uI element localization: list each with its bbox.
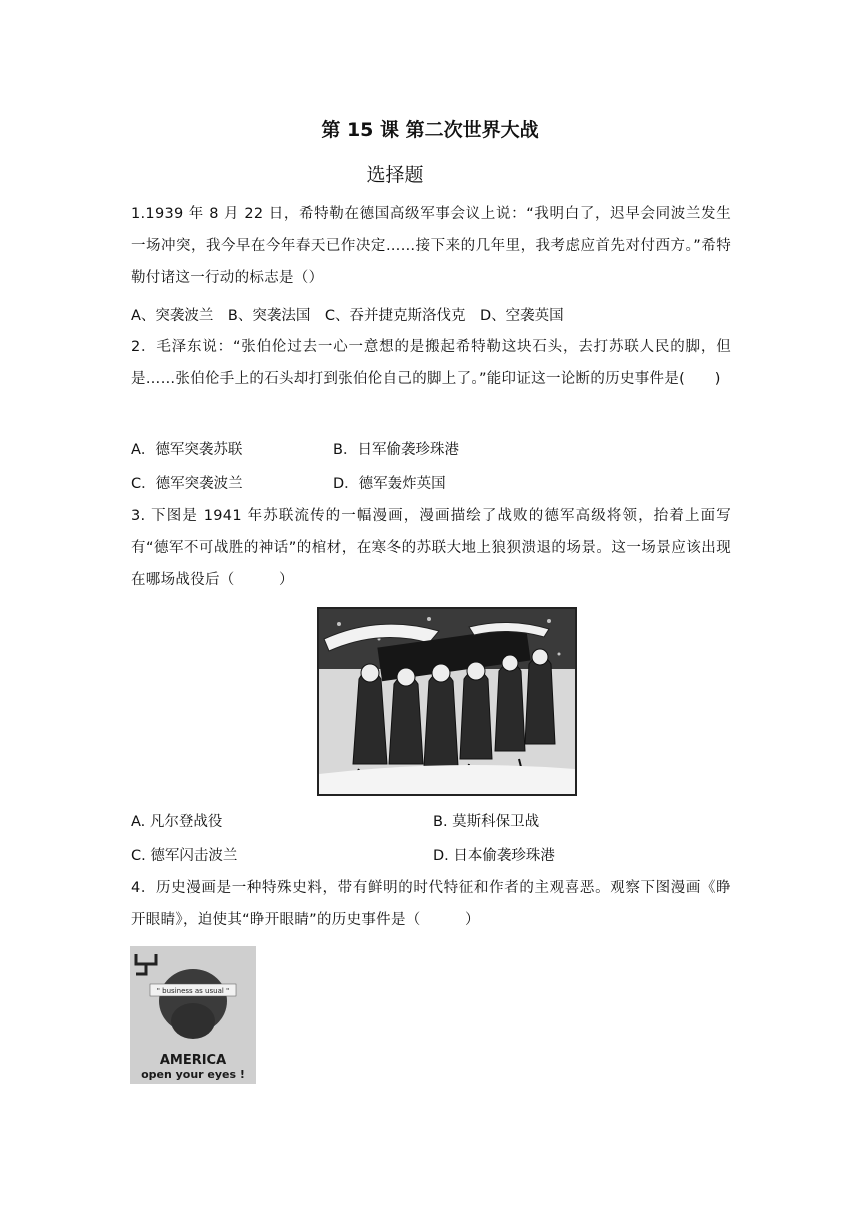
section-heading: 选择题 xyxy=(366,164,424,186)
question-1-options: A、突袭波兰 B、突袭法国 C、吞并捷克斯洛伐克 D、空袭英国 xyxy=(131,308,564,324)
question-3-option-c: C. 德军闪击波兰 xyxy=(131,848,238,864)
question-1-stem: 1.1939 年 8 月 22 日，希特勒在德国高级军事会议上说：“我明白了，迟早会同波兰发生一场冲突，我今早在今年春天已作决定……接下来的几年里，我考虑应首先对付西方。”希特勒付诸这一行动的标志是（） xyxy=(131,206,731,286)
cartoon-1941-coffin xyxy=(317,607,577,796)
poster-america-text: AMERICA xyxy=(159,1053,227,1068)
poster-illustration xyxy=(130,946,256,1084)
page-title: 第 15 课 第二次世界大战 xyxy=(321,119,539,141)
question-2-option-c: C．德军突袭波兰 xyxy=(131,476,243,492)
question-2-option-d: D．德军轰炸英国 xyxy=(333,476,446,492)
question-3-option-b: B. 莫斯科保卫战 xyxy=(433,814,540,830)
question-2-option-a: A．德军突袭苏联 xyxy=(131,442,243,458)
poster-open-eyes-text: open your eyes ! xyxy=(141,1068,245,1081)
question-4-stem: 4．历史漫画是一种特殊史料，带有鲜明的时代特征和作者的主观喜恶。观察下图漫画《睁开眼睛》，迫使其“睁开眼睛”的历史事件是（ ） xyxy=(131,880,731,928)
question-3-option-d: D. 日本偷袭珍珠港 xyxy=(433,848,555,864)
poster-band-text: " business as usual " xyxy=(156,987,230,995)
question-3-stem: 3. 下图是 1941 年苏联流传的一幅漫画，漫画描绘了战败的德军高级将领，抬着上面写有“德军不可战胜的神话”的棺材，在寒冬的苏联大地上狼狈溃退的场景。这一场景应该出现在哪场战役后（ ） xyxy=(131,508,731,588)
cartoon-illustration xyxy=(319,609,575,794)
question-2-option-b: B．日军偷袭珍珠港 xyxy=(333,442,459,458)
question-3-option-a: A. 凡尔登战役 xyxy=(131,814,223,830)
question-2-stem: 2．毛泽东说：“张伯伦过去一心一意想的是搬起希特勒这块石头，去打苏联人民的脚，但是……张伯伦手上的石头却打到张伯伦自己的脚上了。”能印证这一论断的历史事件是( ) xyxy=(131,339,731,387)
poster-open-your-eyes xyxy=(130,946,256,1084)
